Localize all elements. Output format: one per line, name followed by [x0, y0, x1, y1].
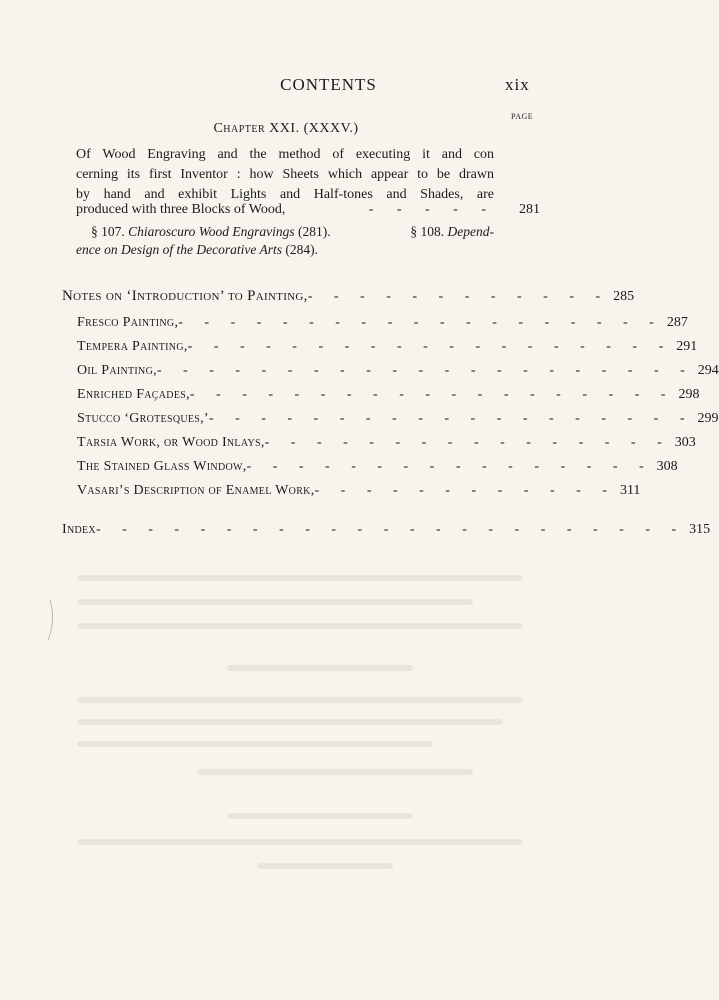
page-column-label: PAGE — [511, 112, 534, 121]
toc-entry-label: Fresco Painting, — [77, 315, 179, 330]
section-107-page: (281). — [298, 224, 331, 239]
notes-heading-page: 285 — [613, 289, 635, 304]
toc-entry-page: 303 — [674, 435, 696, 450]
toc-entry-page: 291 — [676, 339, 698, 354]
toc-entry-label: Tarsia Work, or Wood Inlays, — [77, 435, 265, 450]
chapter-description-end: produced with three Blocks of Wood, — [76, 202, 286, 217]
chapter-number: (XXXV.) — [303, 121, 359, 136]
toc-entry-label: The Stained Glass Window, — [77, 459, 247, 474]
toc-entry-page: 311 — [619, 483, 641, 498]
toc-entry-label: Tempera Painting, — [77, 339, 188, 354]
section-107: § 107. — [91, 224, 125, 239]
page-number: xix — [505, 75, 530, 94]
toc-entry-label: Enriched Façades, — [77, 387, 190, 402]
leader-dashes: - - - - - - - - - - - - - - - - - - - — [178, 315, 663, 330]
section-108-title-part1: Depend- — [447, 224, 494, 239]
toc-entry-label: Index — [62, 522, 96, 537]
leader-dashes: - - - - - - - - - - - - - - - - - - - — [189, 387, 675, 402]
leader-dashes: - - - - - - - - - - - - - - - - - - - — [208, 411, 694, 426]
leader-dashes: - - - - - - - - - - - - — [307, 289, 610, 304]
section-107-title: Chiaroscuro Wood Engravings — [128, 224, 295, 239]
toc-entry-label: Oil Painting, — [77, 363, 157, 378]
leader-dashes: - - - - - - - - - - - - - - - - — [264, 435, 671, 450]
toc-entry-page: 315 — [689, 522, 711, 537]
section-108-page: (284). — [285, 242, 318, 257]
toc-entry-page: 308 — [656, 459, 678, 474]
notes-heading-label: Notes on ‘Introduction’ to Painting, — [62, 288, 308, 304]
leader-dashes: - - - - - - - - - - - - - - - - - - - — [187, 339, 673, 354]
toc-entry-page: 298 — [678, 387, 700, 402]
toc-entry-label: Vasari’s Description of Enamel Work, — [77, 483, 315, 498]
chapter-description-line-2: cerning its first Inventor : how Sheets which appear to be drawn — [76, 167, 494, 182]
leader-dashes: - - - - - - - - - - - - — [314, 483, 616, 498]
chapter-description-line-3: by hand and exhibit Lights and Half-tones and Shades, are — [76, 187, 494, 202]
toc-entry-page: 294 — [697, 363, 719, 378]
running-header-title: CONTENTS — [280, 75, 377, 94]
leader-dashes: - - - - - - - - - - - - - - - - - - - - - - - — [95, 522, 686, 537]
chapter-description-line-1: Of Wood Engraving and the method of executing it and con — [76, 147, 494, 162]
leader-dashes: - - - - - - - - - - - - - - - - - - - - - — [156, 363, 694, 378]
chapter-label: Chapter XXI. — [213, 121, 300, 136]
leader-dashes: - - - - - — [368, 202, 496, 217]
toc-entry-page: 287 — [666, 315, 688, 330]
leader-dashes: - - - - - - - - - - - - - - - - — [246, 459, 653, 474]
section-108-title-part2: ence on Design of the Decorative Arts — [76, 242, 282, 257]
section-108: § 108. — [410, 224, 445, 239]
chapter-page: 281 — [519, 202, 540, 217]
toc-entry-label: Stucco ‘Grotesques,’ — [77, 411, 209, 426]
toc-entry-page: 299 — [697, 411, 719, 426]
